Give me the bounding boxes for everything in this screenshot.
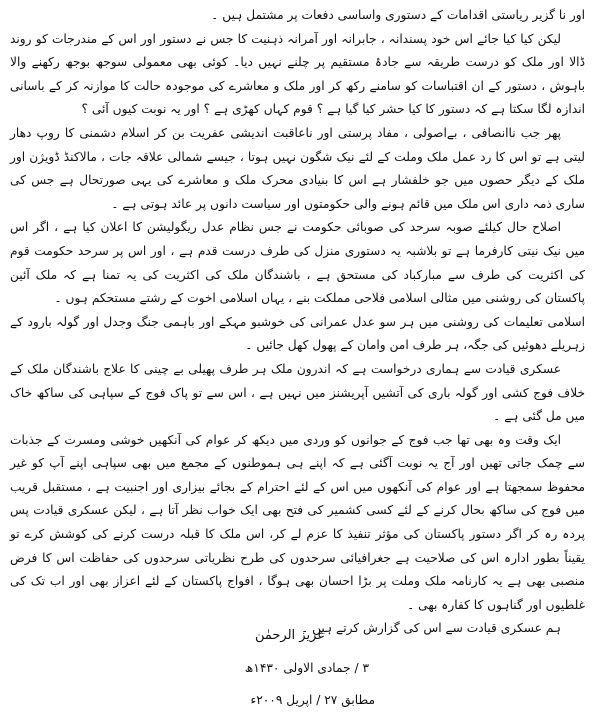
paragraph-3: پھر جب ناانصافی ، بےاصولی ، مفاد پرستی اور ناعاقبت اندیشی عفریت بن کر اسلام دشمنی کا روپ دھار لیتی ہے تو اس کا رد عمل ملک وملت کے لئے نیک شگون نہیں ہوتا ، جیسے شمالی علاقہ جات ، مالاکنڈ ڈویژن اور ملک کے دیگر حصوں میں جو خلفشار ہے اس کا بنیادی محرک ملک و معاشرے کی یہی صورتحال ہے جس کی ساری ذمہ داری اس ملک میں قائم ہونے والی حکومتوں اور سیاست دانوں پر عائد ہوتی ہے ۔	[10, 125, 585, 211]
hijri-date: ۳ / جمادی الاولی ۱۴۳۰ھ	[244, 661, 369, 675]
paragraph-8: ہم عسکری قیادت سے اس کی گزارش کرتے ہیں ۔	[301, 621, 561, 636]
gregorian-date: مطابق ۲۷ / اپریل ۲۰۰۹ء	[250, 693, 375, 707]
paragraph-1: اور نا گزیر ریاستی اقدامات کے دستوری واساسی دفعات پر مشتمل ہیں ۔	[211, 8, 585, 22]
paragraph-5: اسلامی تعلیمات کی روشنی میں ہر سو عدل عمرانی کی خوشبو مہکے اور باہمی جنگ وجدل اور گولہ بارود کے زہریلے دھوئیں کی جگہ، ہر طرف امن وامان کے پھول کھل جائیں ۔	[10, 314, 585, 353]
paragraph-2: لیکن کیا کیا جائے اس خود پسندانہ ، جابرانہ اور آمرانہ ذہنیت کا جس نے دستور اور اس کے مندرجات کو روند ڈالا اور ملک کو درست طریقہ سے جادۂ مستقیم پر چلنے نہیں دیا۔ کوئی بھی معمولی سوجھ بوجھ رکھنے والا باہوش ، دستور کے ان اقتباسات کو سامنے رکھ کر اور ملک و معاشرے کی موجودہ حالت کا موازنہ کر کے باسانی اندازہ لگا سکتا ہے کہ دستور کا کیا حشر کیا گیا ہے ؟ قوم کہاں کھڑی ہے ؟ اور یہ نوبت کیوں آئی ؟	[10, 31, 585, 117]
paragraph-6: عسکری قیادت سے ہماری درخواست ہے کہ اندرون ملک ہر طرف پھیلی بے چینی کا علاج باشندگان ملک کے خلاف فوج کشی اور گولہ باری کی آتشیں آپریشنز میں نہیں ہے ، اس سے تو پاک فوج کے سپاہی کی ساکھ خاک میں مل گئی ہے ۔	[10, 361, 585, 424]
author-name: عزیز الرحمٰن	[254, 628, 325, 643]
paragraph-7: ایک وقت وہ بھی تھا جب فوج کے جوانوں کو وردی میں دیکھ کر عوام کی آنکھیں خوشی ومسرت کے جذبات سے چمک جاتی تھیں اور آج یہ نوبت آگئی ہے کہ اپنے ہی ہموطنوں کے مجمع میں بھی سپاہی اپنے آپ کو غیر محفوظ سمجھتا ہے اور عوام کی آنکھوں میں اس کے لئے احترام کے بجائے بیزاری اور اجنبیت ہے ، مستقبل قریب میں فوج کی ساکھ بحال کرنے کے لئے کسی کشمیر کی فتح بھی ایک خواب نظر آتا ہے ، لیکن عسکری قیادت پس پردہ رہ کر اگر دستور پاکستان کی مؤثر تنفیذ کا عزم لے کر، اس ملک کا قبلہ درست کرنے کی کوشش کرے تو یقیناً بطور ادارہ اس کی صلاحیت ہے جغرافیائی سرحدوں کی طرح نظریاتی سرحدوں کی حفاظت اس کا فرض منصبی بھی ہے یہ کارنامہ ملک وملت پر بڑا احسان بھی ہوگا ، افواج پاکستان کے لئے اعزاز بھی اور اب تک کی غلطیوں اور گناہوں کا کفارہ بھی ۔	[10, 432, 585, 612]
paragraph-4: اصلاح حال کیلئے صوبہ سرحد کی صوبائی حکومت نے جس نظام عدل ریگولیشن کا اعلان کیا ہے ، اگر اس میں نیک نیتی کارفرما ہے تو بلاشبہ یہ دستوری منزل کی طرف درست قدم ہے ، اور اس پر سرحد حکومت قوم کی اکثریت کی طرف سے مبارکباد کی مستحق ہے ، باشندگان ملک کی اکثریت کی یہ تمنا ہے کہ ملک آئین پاکستان کی روشنی میں مثالی اسلامی فلاحی مملکت بنے ، یہاں اسلامی اخوت کے رشتے مستحکم ہوں ۔	[10, 220, 585, 306]
